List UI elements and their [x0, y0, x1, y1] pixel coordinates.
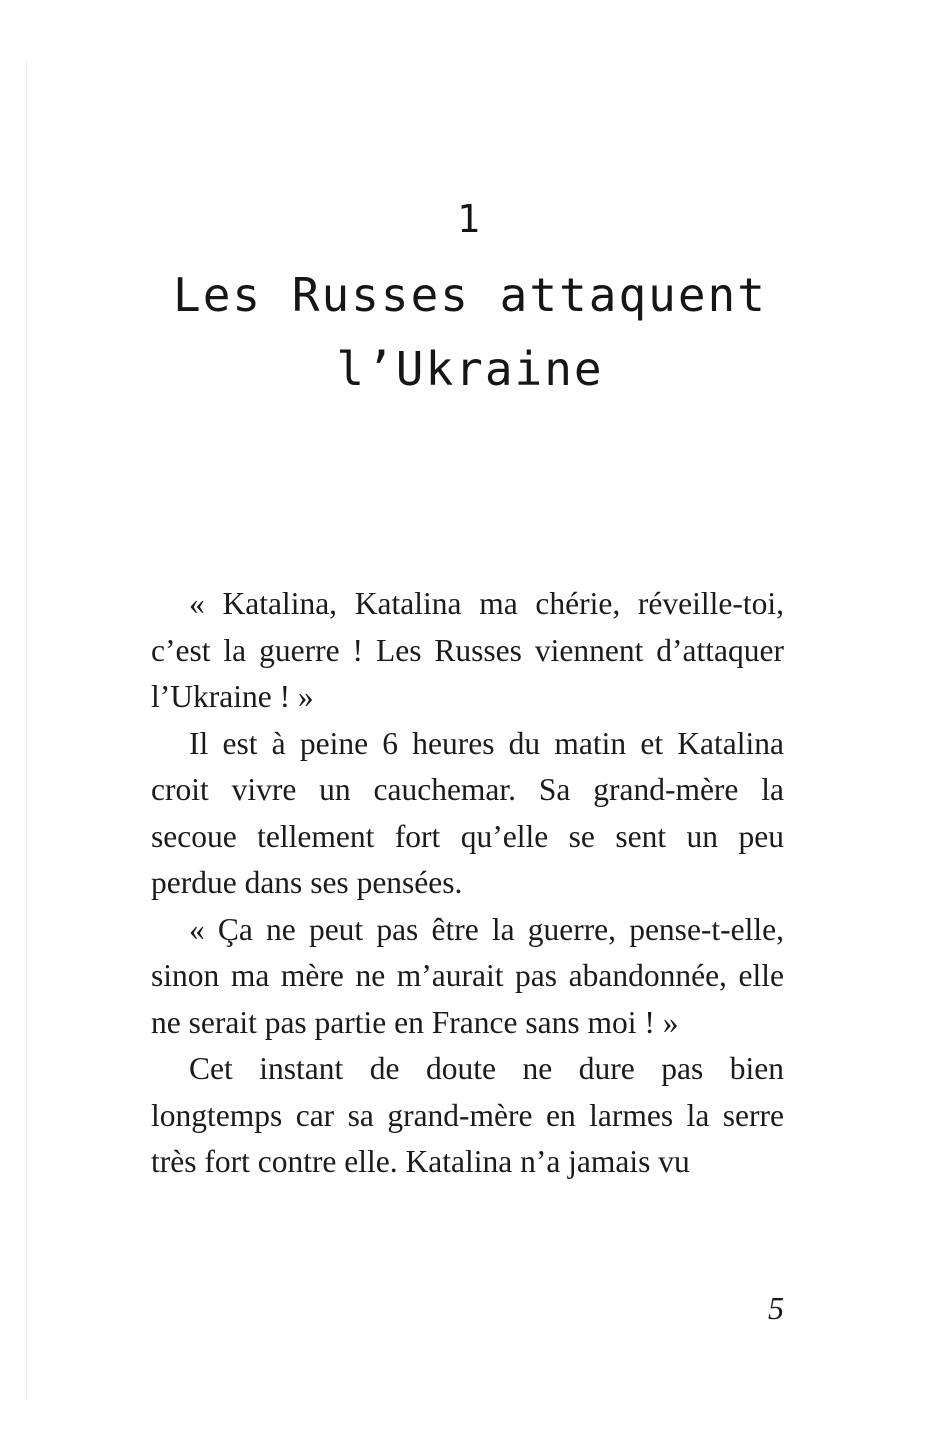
paragraph: « Katalina, Katalina ma chérie, réveille-toi, c’est la guerre ! Les Russes viennent d’attaquer l’Ukraine ! »: [151, 586, 784, 714]
paragraph: « Ça ne peut pas être la guerre, pense-t-elle, sinon ma mère ne m’aurait pas abandonnée, elle ne serait pas partie en France sans moi ! »: [151, 911, 784, 1040]
chapter-title: Les Russes attaquent l’Ukraine: [173, 268, 767, 396]
page-number: 5: [768, 1290, 784, 1326]
paragraph: Cet instant de doute ne dure pas bien longtemps car sa grand-mère en larmes la serre très fort contre elle. Katalina n’a jamais vu: [151, 1051, 784, 1179]
body-text: [151, 581, 784, 1186]
chapter-number: 1: [457, 197, 480, 241]
paragraph: Il est à peine 6 heures du matin et Katalina croit vivre un cauchemar. Sa grand-mère la secoue tellement fort qu’elle se sent un peu perdue dans ses pensées.: [151, 725, 784, 900]
page-edge: [26, 60, 27, 1400]
